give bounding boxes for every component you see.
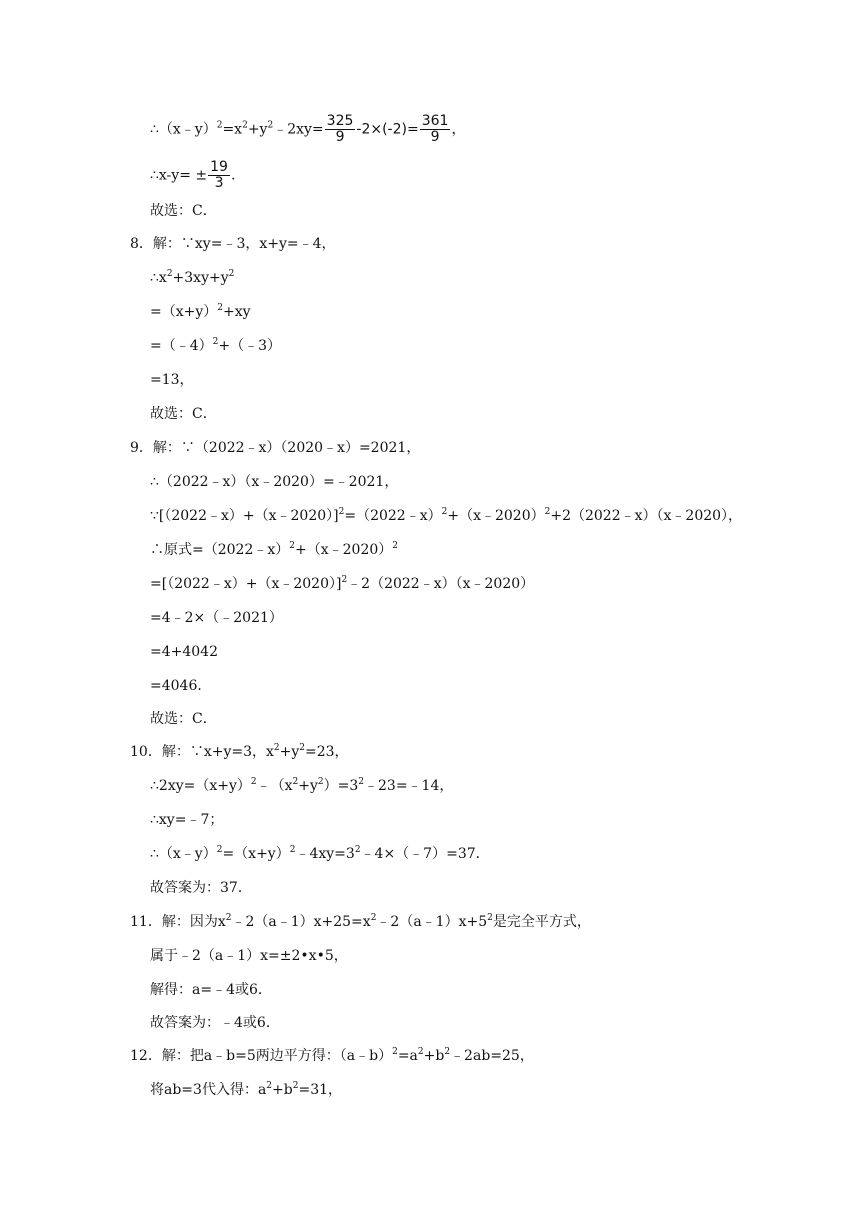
denominator: 9 [335,129,345,145]
fraction-325-9 [325,114,356,145]
text: 12．解：把a﹣b=5两边平方得：（a﹣b） [130,1048,393,1064]
sup: 2 [354,845,361,855]
sup: 2 [292,1081,299,1091]
problem-11-head [130,912,591,932]
p10-line-2 [150,776,453,796]
sup: 2 [392,541,398,551]
sup: 2 [317,777,324,787]
text: =23， [305,744,349,760]
numerator: 361 [421,113,449,129]
p8-line-2 [150,268,234,288]
numerator: 325 [326,113,354,129]
sup: 2 [338,507,345,517]
sup: 2 [242,120,248,131]
p9-line-4 [150,540,398,560]
text: +（x﹣2020） [295,542,393,558]
text: . [230,167,236,184]
line-2 [150,160,235,191]
sup: 2 [292,777,299,787]
sup: 2 [392,1047,398,1057]
p9-line-2: ∴（2022﹣x）（x﹣2020）=﹣2021， [150,474,399,490]
problem-9-head: 9．解：∵（2022﹣x）（2020﹣x）=2021， [130,440,421,456]
text: =x [222,121,243,138]
p11-line-4: 故答案为：﹣4或6． [150,1015,280,1031]
fraction-361-9 [420,114,451,145]
text: +y [298,778,318,794]
text: =（﹣4） [150,338,213,354]
p8-line-3 [150,302,251,322]
p9-line-5 [150,574,534,594]
sup: 2 [341,575,348,585]
text: =a [397,1048,418,1064]
line-1 [150,114,465,145]
p9-line-6: =4﹣2×（﹣2021） [150,610,283,626]
p8-line-6: 故选：C． [150,406,217,422]
text: ∴（x﹣y） [150,121,217,138]
sup: 2 [273,743,280,753]
sup: 2 [299,743,305,753]
text: 是完全平方式， [492,914,591,930]
text: +3xy+y [172,270,229,286]
text: +y [279,744,300,760]
text: +b [272,1082,293,1098]
fraction-19-3 [208,160,230,191]
sup: 2 [216,845,223,855]
p10-line-3: ∴xy=﹣7； [150,812,224,828]
p8-line-4 [150,336,281,356]
text: ﹣2（2022﹣x）（x﹣2020） [347,576,535,592]
text: ﹣2（a﹣1）x+5 [376,914,488,930]
text: ﹣4×（﹣7）=37． [360,846,490,862]
text: 11．解：因为x [130,914,226,930]
sup: 2 [166,269,173,279]
sup: 2 [289,541,295,551]
sup: 2 [441,507,448,517]
text: ﹣23=﹣14， [364,778,454,794]
p10-line-4 [150,844,490,864]
text: 将ab=3代入得：a [150,1082,267,1098]
text: =（x+y） [222,846,290,862]
text: =[（2022﹣x）+（x﹣2020）] [150,576,342,592]
sup: 2 [289,845,296,855]
text: +y [247,121,268,138]
p9-line-3 [150,506,742,526]
denominator: 9 [430,129,440,145]
sup: 2 [370,913,377,923]
sup: 2 [358,777,365,787]
text: ∴原式=（2022﹣x） [150,542,290,558]
sup: 2 [228,269,235,279]
p12-line-2 [150,1080,342,1100]
text: +b [423,1048,445,1064]
text: =31， [298,1082,343,1098]
sup: 2 [444,1047,451,1057]
text: ， [451,121,466,138]
sup: 2 [216,120,223,131]
sup: 2 [487,913,493,923]
denominator: 3 [214,175,224,191]
line-3: 故选：C． [150,203,217,219]
sup: 2 [212,337,219,347]
text: ∴x [150,270,167,286]
problem-10-head [130,742,349,762]
sup: 2 [544,507,551,517]
p9-line-8: =4046． [150,678,212,694]
problem-12-head [130,1046,534,1066]
text: +xy [223,304,251,320]
text: ﹣（x [256,778,293,794]
text: ﹣2ab=25， [450,1048,534,1064]
p9-line-7: =4+4042 [150,644,218,660]
text: ﹣2（a﹣1）x+25=x [231,914,371,930]
sup: 2 [417,1047,424,1057]
text: 10．解：∵x+y=3，x [130,744,274,760]
text: +（x﹣2020） [447,508,545,524]
sup: 2 [225,913,232,923]
p11-line-3: 解得：a=﹣4或6． [150,982,272,998]
text: +2（2022﹣x）（x﹣2020）， [550,508,743,524]
sup: 2 [217,303,223,313]
text: +（﹣3） [218,338,282,354]
p10-line-5: 故答案为：37． [150,880,252,896]
text: =（2022﹣x） [344,508,442,524]
sup: 2 [266,1081,273,1091]
p11-line-2: 属于﹣2（a﹣1）x=±2•x•5， [150,948,348,964]
p8-line-5: =13， [150,372,194,388]
problem-8-head: 8．解：∵xy=﹣3，x+y=﹣4， [130,236,336,252]
text: ∵[（2022﹣x）+（x﹣2020）] [150,508,339,524]
text: -2×(-2)= [356,121,419,138]
text: ∴x-y= ± [150,167,208,184]
text: ﹣2xy= [273,121,324,138]
text: ∴2xy=（x+y） [150,778,251,794]
text: ∴（x﹣y） [150,846,217,862]
numerator: 19 [210,159,228,175]
text: ）=3 [323,778,359,794]
text: ﹣4xy=3 [295,846,355,862]
p9-line-9: 故选：C． [150,711,217,727]
sup: 2 [250,777,257,787]
text: =（x+y） [150,304,218,320]
sup: 2 [267,120,274,131]
